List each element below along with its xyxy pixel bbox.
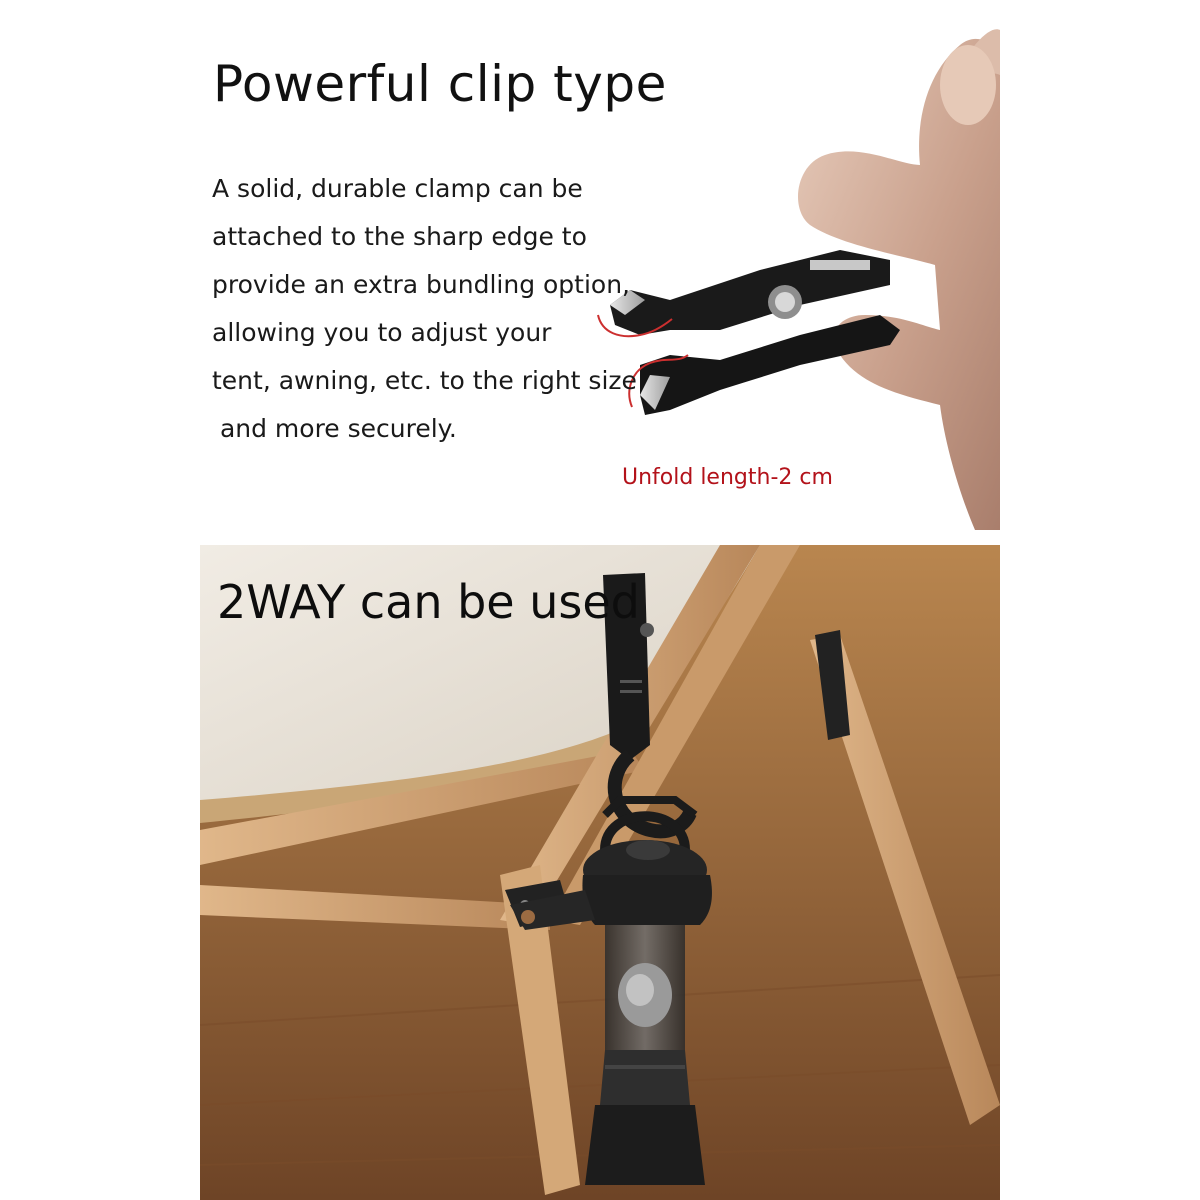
description-line: allowing you to adjust your bbox=[212, 318, 552, 347]
unfold-length-label: Unfold length-2 cm bbox=[622, 465, 833, 490]
description-line: tent, awning, etc. to the right size bbox=[212, 366, 637, 395]
description-line: attached to the sharp edge to bbox=[212, 222, 587, 251]
description-line: provide an extra bundling option, bbox=[212, 270, 631, 299]
lantern-hanging-photo bbox=[200, 545, 1000, 1200]
clip-type-title: Powerful clip type bbox=[213, 55, 667, 113]
two-way-usage-panel bbox=[200, 545, 1000, 1200]
description-line: A solid, durable clamp can be bbox=[212, 174, 583, 203]
clip-feature-panel bbox=[200, 15, 1000, 530]
description-line: and more securely. bbox=[212, 414, 457, 443]
two-way-title: 2WAY can be used bbox=[217, 575, 640, 629]
clip-description bbox=[212, 165, 682, 453]
